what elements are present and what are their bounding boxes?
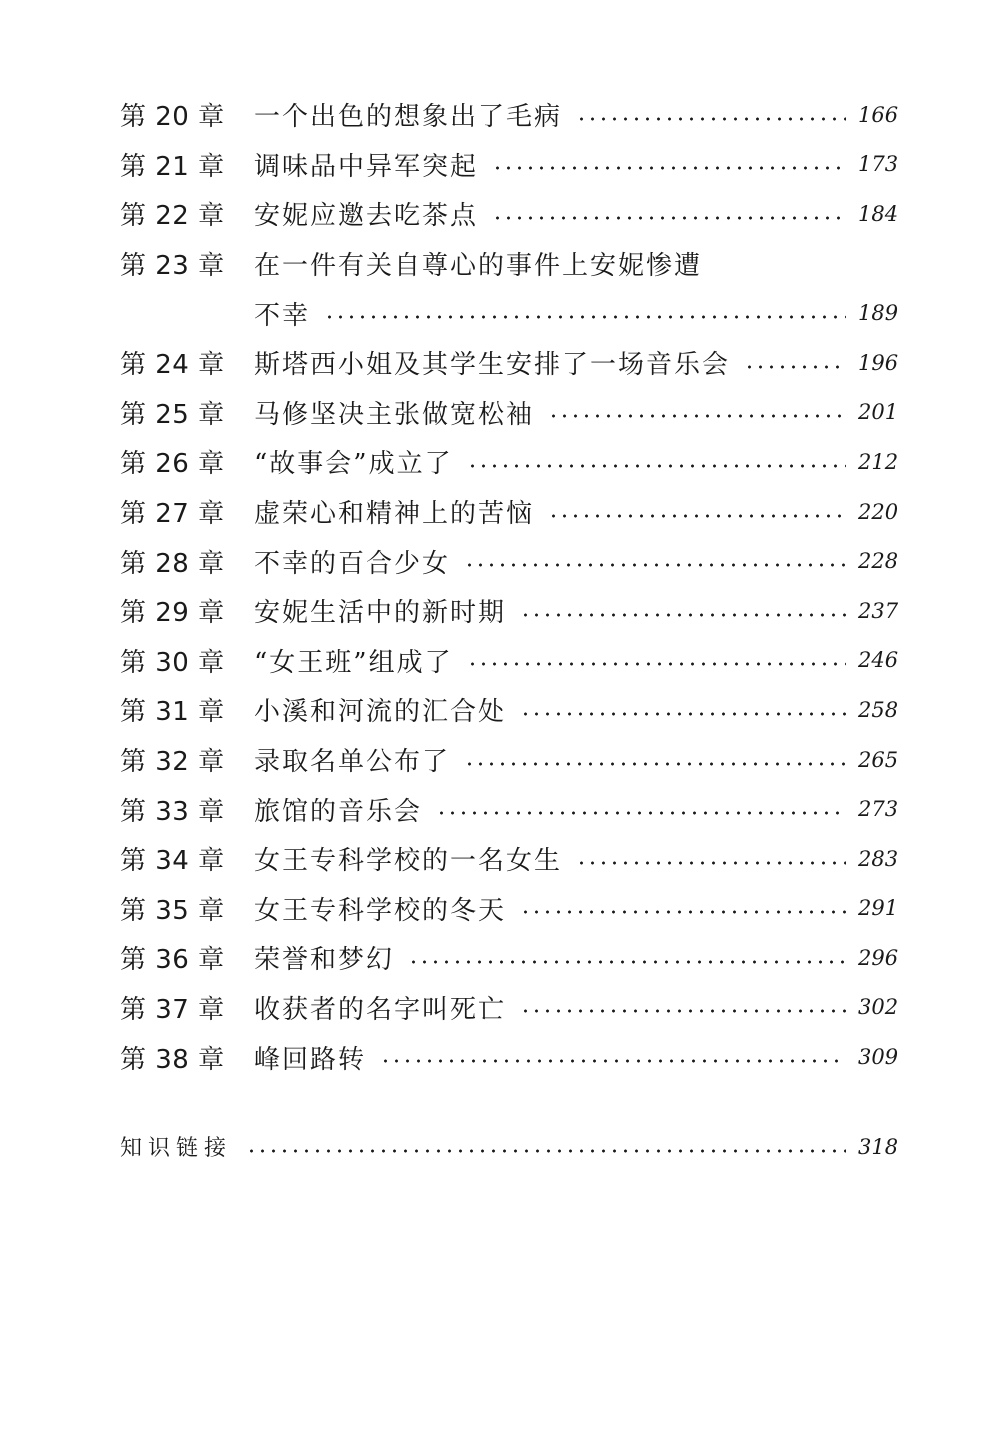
dot-leader: [520, 895, 846, 921]
dot-leader: [576, 102, 846, 128]
dot-leader: [467, 449, 846, 475]
chapter-title: 旅馆的音乐会: [254, 796, 423, 827]
toc-entry-35[interactable]: [120, 884, 898, 934]
toc-entry-27[interactable]: [120, 487, 898, 537]
toc-entry-22[interactable]: [120, 189, 898, 239]
chapter-number: 第 37 章: [120, 994, 225, 1025]
dot-leader: [436, 796, 846, 822]
page-number: 302: [858, 995, 899, 1020]
dot-leader: [492, 151, 846, 177]
page-number: 283: [858, 846, 899, 871]
toc-entry-34[interactable]: [120, 834, 898, 884]
page-number: 220: [858, 499, 899, 524]
page-number: 309: [858, 1045, 899, 1070]
page-number: 237: [858, 598, 899, 623]
chapter-number: 第 20 章: [120, 102, 225, 133]
chapter-title: 马修坚决主张做宽松袖: [254, 399, 535, 430]
chapter-title: “女王班”组成了: [254, 647, 453, 678]
appendix-title: 知识链接: [120, 1136, 233, 1162]
page-number: 189: [858, 301, 899, 326]
toc-entry-37[interactable]: [120, 983, 898, 1033]
dot-leader: [464, 747, 846, 773]
page-number: 184: [858, 201, 899, 226]
dot-leader: [492, 201, 846, 227]
dot-leader: [548, 499, 846, 525]
chapter-number: 第 22 章: [120, 201, 225, 232]
page-number: 228: [858, 549, 899, 574]
page-number: 173: [858, 152, 899, 177]
chapter-number: 第 28 章: [120, 548, 225, 579]
chapter-title: 收获者的名字叫死亡: [254, 994, 507, 1025]
page-number: 201: [858, 400, 899, 425]
dot-leader: [464, 548, 846, 574]
chapter-title: 虚荣心和精神上的苦恼: [254, 499, 535, 530]
chapter-title: 调味品中异军突起: [254, 151, 479, 182]
dot-leader: [520, 994, 846, 1020]
chapter-number: 第 21 章: [120, 151, 225, 182]
toc-entry-appendix[interactable]: [120, 1122, 898, 1172]
toc-entry-26[interactable]: [120, 437, 898, 487]
page-number: 212: [858, 449, 899, 474]
toc-entry-24[interactable]: [120, 338, 898, 388]
chapter-number: 第 23 章: [120, 251, 225, 282]
page-number: 318: [858, 1134, 899, 1159]
toc-entry-30[interactable]: [120, 636, 898, 686]
chapter-title: 录取名单公布了: [254, 747, 451, 778]
chapter-title: 在一件有关自尊心的事件上安妮惨遭: [254, 251, 703, 282]
page-number: 296: [858, 945, 899, 970]
toc-entry-31[interactable]: [120, 685, 898, 735]
dot-leader: [744, 350, 846, 376]
table-of-contents: [120, 90, 898, 1171]
page-number: 246: [858, 648, 899, 673]
chapter-title: 安妮生活中的新时期: [254, 598, 507, 629]
toc-entry-32[interactable]: [120, 735, 898, 785]
chapter-title: 斯塔西小姐及其学生安排了一场音乐会: [254, 350, 731, 381]
chapter-number: 第 27 章: [120, 499, 225, 530]
chapter-number: 第 29 章: [120, 598, 225, 629]
dot-leader: [467, 647, 846, 673]
toc-entry-36[interactable]: [120, 933, 898, 983]
chapter-title: 一个出色的想象出了毛病: [254, 102, 563, 133]
chapter-number: 第 35 章: [120, 895, 225, 926]
chapter-number: 第 24 章: [120, 350, 225, 381]
chapter-title-continued: 不幸: [254, 300, 311, 331]
toc-entry-33[interactable]: [120, 784, 898, 834]
chapter-title: 峰回路转: [254, 1044, 367, 1075]
dot-leader: [548, 399, 846, 425]
page-number: 166: [858, 102, 899, 127]
page-number: 291: [858, 896, 899, 921]
chapter-title: 小溪和河流的汇合处: [254, 697, 507, 728]
chapter-number: 第 32 章: [120, 747, 225, 778]
chapter-number: 第 38 章: [120, 1044, 225, 1075]
page-number: 258: [858, 697, 899, 722]
chapter-number: 第 34 章: [120, 846, 225, 877]
toc-entry-38[interactable]: [120, 1032, 898, 1082]
page-number: 273: [858, 797, 899, 822]
toc-entry-23-continued[interactable]: [120, 288, 898, 338]
chapter-title: 荣誉和梦幻: [254, 945, 395, 976]
toc-entry-29[interactable]: [120, 586, 898, 636]
toc-entry-20[interactable]: [120, 90, 898, 140]
chapter-number: 第 26 章: [120, 449, 225, 480]
chapter-number: 第 31 章: [120, 697, 225, 728]
toc-entry-28[interactable]: [120, 536, 898, 586]
chapter-number: 第 30 章: [120, 647, 225, 678]
dot-leader: [576, 846, 846, 872]
dot-leader: [520, 598, 846, 624]
dot-leader: [520, 697, 846, 723]
dot-leader: [246, 1134, 846, 1160]
dot-leader: [408, 945, 846, 971]
chapter-number: 第 33 章: [120, 796, 225, 827]
page-number: 265: [858, 747, 899, 772]
toc-entry-23[interactable]: [120, 239, 898, 289]
dot-leader: [324, 300, 846, 326]
toc-entry-25[interactable]: [120, 388, 898, 438]
chapter-title: 女王专科学校的冬天: [254, 895, 507, 926]
chapter-title: 女王专科学校的一名女生: [254, 846, 563, 877]
chapter-number: 第 36 章: [120, 945, 225, 976]
toc-entry-21[interactable]: [120, 140, 898, 190]
dot-leader: [380, 1044, 846, 1070]
chapter-title: 安妮应邀去吃茶点: [254, 201, 479, 232]
chapter-title: 不幸的百合少女: [254, 548, 451, 579]
chapter-number: 第 25 章: [120, 399, 225, 430]
chapter-title: “故事会”成立了: [254, 449, 453, 480]
page-number: 196: [858, 350, 899, 375]
